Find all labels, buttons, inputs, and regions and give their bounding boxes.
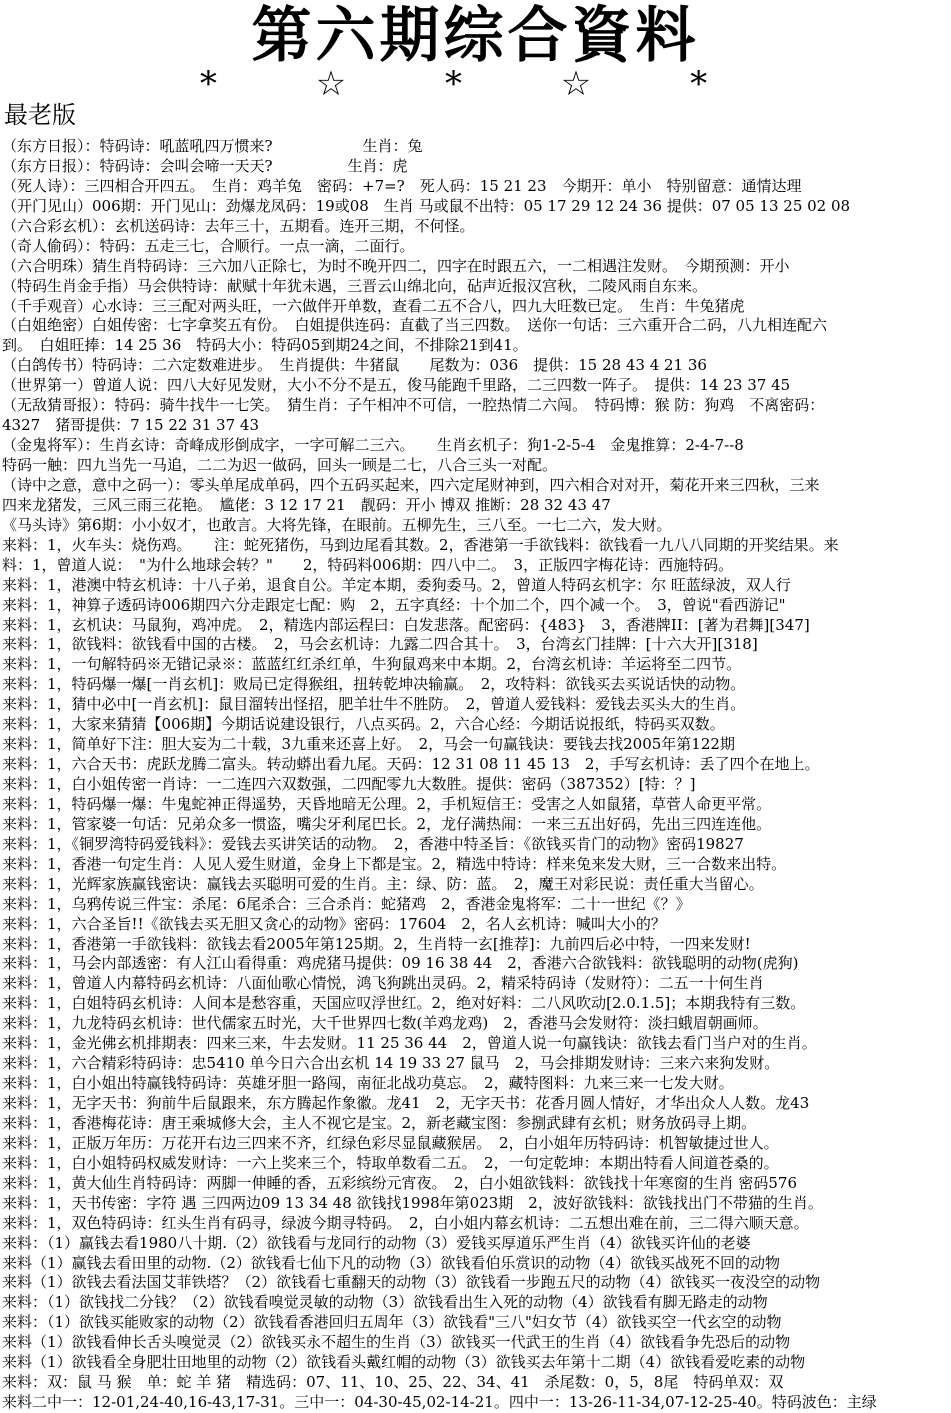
text-line: （无敌猜哥报）：特码：骑牛找牛一七笑。 猜生肖：子午相冲不可信，一腔热情二六闯。 特码博：猴 防：狗鸡 不离密码： bbox=[2, 396, 825, 415]
text-line: 来料：1，简单好下注：胆大妄为二十载，3九重来还喜上好。 2，马会一句赢钱诀：要钱去找2005年第122期 bbox=[2, 735, 735, 754]
text-line: 来料（1）欲钱去看法国艾菲铁塔？（2）欲钱看七重翻天的动物（3）欲钱看一步跑五尺的动物（4）欲钱买一夜没空的动物 bbox=[2, 1273, 821, 1292]
text-line: 《马头诗》第6期：小小奴才，也敢言。大将先锋，在眼前。五柳先生，三八至。一七二六，发大财。 bbox=[2, 515, 672, 534]
text-body bbox=[2, 137, 949, 1413]
text-line: 来料：（1）赢钱去看1980八十期.（2）欲钱看与龙同行的动物（3）爱钱买厚道乐严生肖（4）欲钱买许仙的老婆 bbox=[2, 1233, 751, 1252]
text-line: 来料：1，金光佛玄机排期表：四来三来，牛去发财。11 25 36 44 2，曾道人说一句赢钱诀：欲钱去看门当户对的生肖。 bbox=[2, 1034, 817, 1053]
text-line: （东方日报）：特码诗：吼蓝吼四万惯来? 生肖：兔 bbox=[2, 137, 423, 155]
text-line: （金鬼将军）：生肖玄诗：奇峰成形倒成字，一字可解二三六。 生肖玄机子：狗1-2-5-4 金鬼推算：2-4-7--8 bbox=[2, 436, 744, 455]
text-line: 来料（1）赢钱去看田里的动物.（2）欲钱看七仙下凡的动物（3）欲钱看伯乐赏识的动物（4）欲钱买战死不回的动物 bbox=[2, 1253, 780, 1272]
text-line: 来料：1，白姐特码玄机诗：人间本是愁容重，天国应叹浮世红。2，绝对好料：二八风吹动[2.0.1.5]；本期我特有三数。 bbox=[2, 994, 806, 1013]
text-line: （白姐绝密）白姐传密：七字拿奖五有份。 白姐提供连码：直截了当三四数。 送你一句话：三六重开合二码，八九相连配六 bbox=[2, 316, 828, 335]
text-line: 来料：1，黄大仙生肖特码诗：两脚一伸睡的香，五彩缤纷元宵夜。 2，白小姐欲钱料：欲钱找十年寒窗的生肖 密码576 bbox=[2, 1173, 797, 1192]
text-line: （世界第一）曾道人说：四八大好见发财，大小不分不是五，俊马能跑千里路，二三四数一阵子。 提供：14 23 37 45 bbox=[2, 376, 791, 395]
text-line: 来料：1，大家来猜猜【006期】今期话说建设银行，八点买码。2，六合心经：今期话说报纸，特码买双数。 bbox=[2, 715, 725, 734]
text-line: 来料：1，《铜罗湾特码爱钱料》：爱钱去买讲笑话的动物。 2，香港中特圣旨：《欲钱买肯门的动物》密码19827 bbox=[2, 834, 744, 853]
text-line: 来料：1，六合精彩特码诗：忠5410 单今日六合出玄机 14 19 33 27 鼠马 2，马会排期发财诗：三来六来狗发财。 bbox=[2, 1054, 780, 1073]
text-line: 来料：1，光辉家族赢钱密诀：赢钱去买聪明可爱的生肖。主：绿、防：蓝。 2，魔王对彩民说：责任重大当留心。 bbox=[2, 874, 764, 893]
page-title: 第六期综合資料 bbox=[251, 1, 700, 71]
text-line: 特码一触：四九当先一马追，二二为迟一做码，回头一顾是二七，八合三头一对配。 bbox=[2, 456, 558, 474]
text-line: 来料：1，乌鸦传说三件宝：杀尾：6尾杀合：三合杀肖：蛇猪鸡 2，香港金鬼将军：二十一世纪《？》 bbox=[2, 894, 691, 913]
text-line: 4327 猪哥提供：7 15 22 31 37 43 bbox=[2, 416, 259, 435]
text-line: 来料：双：鼠 马 猴 单：蛇 羊 猪 精选码：07、11、10、25、22、34、41 杀尾数：0，5，8尾 特码单双：双 bbox=[2, 1373, 784, 1392]
text-line: 来料：1，曾道人内幕特码玄机诗：八面仙歌心情悦，鸿飞狗跳出灵码。2，精采特码诗（发财符）：二五一十何生肖 bbox=[2, 974, 764, 993]
text-line: 来料：1，无字天书：狗前牛后鼠跟来，东方腾起作象徽。龙41 2，无字天书：花香月圆人情好，才华出众人人数。龙43 bbox=[2, 1094, 810, 1112]
text-line: 来料：（1）欲钱找二分钱？（2）欲钱看嗅觉灵敏的动物（3）欲钱看出生入死的动物（4）欲钱看有脚无路走的动物 bbox=[2, 1293, 768, 1312]
text-line: （白鸽传书）特码诗：二六定数难进步。 生肖提供：牛猪鼠 尾数为：036 提供：15 28 43 4 21 36 bbox=[2, 356, 707, 375]
text-line: 来料：1，六合圣旨!!《欲钱去买无胆又贪心的动物》密码：17604 2，名人玄机诗：喊叫大小的？ bbox=[2, 914, 666, 933]
text-line: 来料：1，香港梅花诗：唐王乘城修大会，主人不视它是宝。2，新老藏宝图：参捌武肆有玄机；财务放码寻上期。 bbox=[2, 1113, 757, 1132]
text-line: 来料：1，六合天书：虎跃龙腾二富头。转动蟒出看九尾。天码：12 31 08 11 45 13 2，手写玄机诗：丢了四个在地上。 bbox=[2, 755, 820, 774]
text-line: 来料（1）欲钱看伸长舌头嗅觉灵（2）欲钱买永不超生的生肖（3）欲钱买一代武王的生肖（4）欲钱看争先恐后的动物 bbox=[2, 1333, 791, 1352]
text-line: 来料：1，玄机诀：马鼠狗，鸡冲虎。 2，精选内部运程曰：白发悲落。配密码：{483} 3，香港牌II：[著为君舞][347] bbox=[2, 615, 810, 634]
text-line: 来料：1，香港一句定生肖：人见人爱生财道，金身上下都是宝。2，精选中特诗：样来兔来发大财，三一合数来出特。 bbox=[2, 854, 787, 873]
text-line: 来料：1，欲钱料：欲钱看中国的古楼。 2，马会玄机诗：九露二四合其十。 3，台湾玄门挂牌：[十六大开][318] bbox=[2, 635, 758, 654]
text-line: 来料：1，火车头：烧伤鸡。 注：蛇死猪伤，马到边尾看其数。2，香港第一手欲钱料：欲钱看一九八八同期的开奖结果。来 bbox=[2, 535, 839, 554]
text-line: 来料：1，一句解特码※无错记录※：蓝蓝红红杀红单，牛狗鼠鸡来中本期。2，台湾玄机诗：羊运将至二四节。 bbox=[2, 655, 742, 674]
text-line: （死人诗）：三四相合开四五。 生肖：鸡羊兔 密码：+7=? 死人码：15 21 23 今期开：单小 特别留意：通情达理 bbox=[2, 176, 802, 195]
text-line: （六合明珠）猜生肖特码诗：三六加八正除七，为时不晚开四二，四字在时跟五六，一二相遇注发财。 今期预测：开小 bbox=[2, 256, 790, 275]
text-line: 来料：1，九龙特码玄机诗：世代儒家五时光，大千世界四七数(羊鸡龙鸡) 2，香港马会发财符：淡扫蛾眉朝画师。 bbox=[2, 1014, 768, 1033]
text-line: （开门见山）006期：开门见山：劲爆龙凤码：19或08 生肖 马或鼠不出特：05 17 29 12 24 36 提供：07 05 13 25 02 08 bbox=[2, 196, 851, 215]
edition-label: 最老版 bbox=[4, 101, 76, 129]
text-line: （千手观音）心水诗：三三配对两头旺，一六做伴开单数，查看二五不合八，四九大旺数已定。 生肖：牛兔猪虎 bbox=[2, 296, 745, 315]
text-line: 来料：1，正版万年历：万花开右边三四来不齐，红绿色彩尽显鼠藏猴居。 2，白小姐年历特码诗：机智敏捷过世人。 bbox=[2, 1133, 779, 1152]
text-line: 到。 白姐旺捧：14 25 36 特码大小：特码05到期24之间，不排除21到41。 bbox=[2, 336, 528, 355]
text-line: （东方日报）：特码诗：会叫会啼一天天? 生肖：虎 bbox=[2, 156, 408, 175]
text-line: 来料：1，神算子透码诗006期四六分走跟定七配：购 2，五字真经：十个加二个，四个减一个。 3，曾说"看西游记" bbox=[2, 595, 786, 614]
text-line: （特码生肖金手指）马会供特诗：献赋十年犹未遇，三晋云山绵北向，砧声近报汉宫秋，二陵风雨自东来。 bbox=[2, 276, 708, 295]
text-line: 来料：1，特码爆一爆[一肖玄机]：败局已定得猴组，扭转乾坤决输赢。 2，攻特料：欲钱买去买说话快的动物。 bbox=[2, 675, 746, 694]
text-line: 来料：1，特码爆一爆：牛鬼蛇神正得遥势，天昏地暗无公理。2，手机短信王：受害之人如鼠猪，草菅人命更平常。 bbox=[2, 794, 772, 813]
text-line: 来料：1，管家婆一句话：兄弟众多一惯盗，嘴尖牙利尾巴长。2，龙仔满热闹：一来三五出好码，先出三四连连他。 bbox=[2, 814, 772, 833]
text-line: 来料：1，白小姐特码权威发财诗：一六上奖来三个，特取单数看二五。 2，一句定乾坤：本期出特看人间道苍桑的。 bbox=[2, 1153, 779, 1172]
text-line: （诗中之意，意中之码一）：零头单尾成单码，四个五码买起来，四六定尾财神到，四六相合对对开，菊花开来三四秋，三来 bbox=[2, 475, 820, 494]
text-line: 来料：1，香港第一手欲钱料：欲钱去看2005年第125期。2，生肖特一玄[推荐]：九前四后必中特，一四来发财! bbox=[2, 934, 751, 953]
text-line: 来料（1）欲钱看全身肥壮田地里的动物（2）欲钱看头戴红帽的动物（3）欲钱买去年第十二期（4）欲钱看爱吃素的动物 bbox=[2, 1353, 806, 1372]
text-line: 来料：1，马会内部透密：有人江山看得重：鸡虎猪马提供：09 16 38 44 2，香港六合欲钱料：欲钱聪明的动物(虎狗) bbox=[2, 954, 799, 973]
text-line: （六合彩玄机）：玄机送码诗：去年三十，五期看。连开三期，不何怪。 bbox=[2, 216, 475, 235]
star-divider: * ☆ * ☆ * bbox=[199, 64, 752, 104]
text-line: 来料：（1）欲钱买能败家的动物（2）欲钱看香港回归五周年（3）欲钱看"三八"妇女节（4）欲钱买空一代玄空的动物 bbox=[2, 1313, 782, 1332]
text-line: （奇人偷码）：特码：五走三七，合顺行。一点一滴，二面行。 bbox=[2, 236, 415, 255]
text-line: 四来龙猪发，三风三雨三花艳。 尴佬：3 12 17 21 靓码：开小 博双 推断：28 32 43 47 bbox=[2, 495, 611, 514]
text-line: 来料二中一：12-01,24-40,16-43,17-31。三中一：04-30-45,02-14-21。四中一：13-26-11-34,07-12-25-40。特码波色：主绿 bbox=[2, 1393, 877, 1412]
text-line: 来料：1，白小姐出特赢钱特码诗：英雄牙胆一路闯，南征北战功莫忘。 2，藏特图料：九来三来一七发大财。 bbox=[2, 1074, 734, 1093]
text-line: 来料：1，天书传密：字符 遇 三四两边09 13 34 48 欲钱找1998年第023期 2，波好欲钱料：欲钱找出门不带猫的生肖。 bbox=[2, 1193, 823, 1212]
text-line: 来料：1，双色特码诗：红头生肖有码寻，绿波今期寻特码。 2，白小姐内幕玄机诗：二五想出难在前，三二得六顺天意。 bbox=[2, 1213, 809, 1232]
text-line: 料：1，曾道人说： "为什么地球会转？" 2，特码料006期：四八中二。 3，正版四字梅花诗：西施特码。 bbox=[2, 555, 734, 574]
text-line: 来料：1，白小姐传密一肖诗：一二连四六双数强，二四配零九大数胜。提供：密码（387352）[特：？] bbox=[2, 775, 696, 793]
text-line: 来料：1，港澳中特玄机诗：十八子弟，退食自公。羊定本期，委狗委马。2，曾道人特码玄机字：尔 旺蓝绿波，双人行 bbox=[2, 575, 791, 594]
text-line: 来料：1，猜中必中[一肖玄机]：鼠目溜转出怪招，肥羊壮牛不胜防。 2，曾道人爱钱料：爱钱去买头大的生肖。 bbox=[2, 695, 746, 714]
